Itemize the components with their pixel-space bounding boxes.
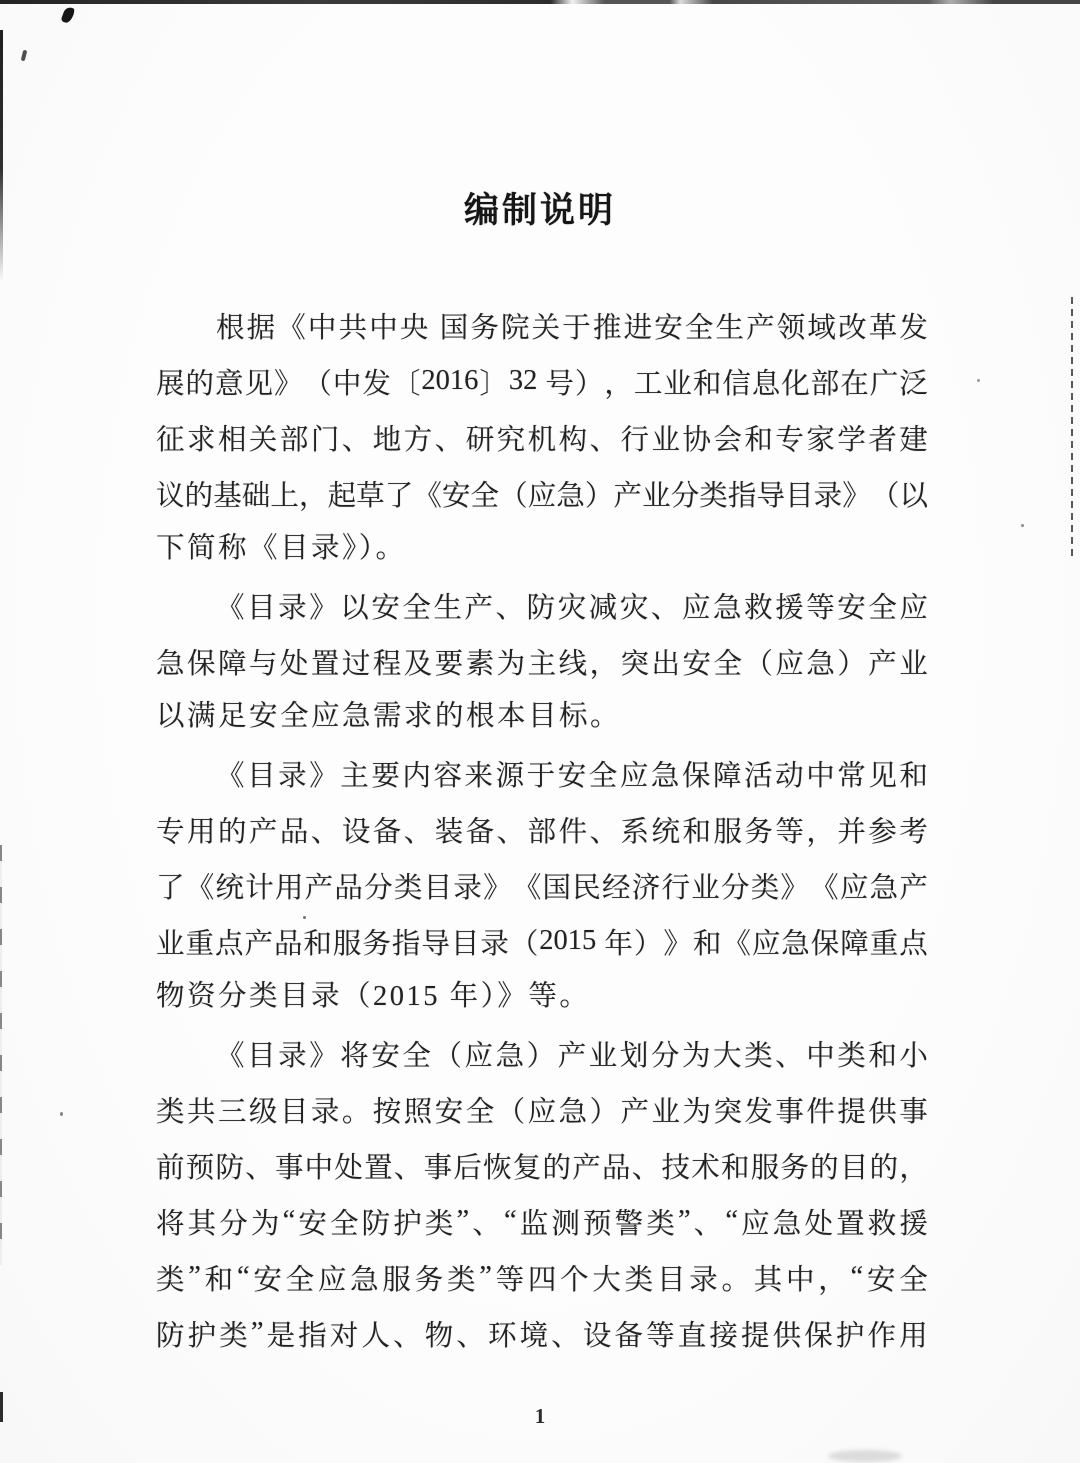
text-line: 《 目 录 》 主 要 内 容 来 源 于 安 全 应 急 保 障 活 动 中 常 见 和 — [216, 760, 928, 792]
paragraph — [156, 297, 928, 577]
scan-artifact-top-edge — [0, 0, 1080, 4]
paragraph — [156, 745, 928, 1025]
scan-artifact-speck — [1021, 524, 1024, 527]
text-line: 《 目 录 》 将 安 全 （ 应 急 ） 产 业 划 分 为 大 类 、 中 类 和 小 — [216, 1040, 928, 1072]
text-line: 急 保 障 与 处 置 过 程 及 要 素 为 主 线 ， 突 出 安 全 （ 应 急 ） 产 业 — [156, 648, 928, 680]
scan-artifact-left-edge — [0, 30, 3, 282]
text-line: 专 用 的 产 品 、 设 备 、 装 备 、 部 件 、 系 统 和 服 务 等 ， 并 参 考 — [156, 816, 928, 848]
text-line: 前 预 防 、 事 中 处 置 、 事 后 恢 复 的 产 品 、 技 术 和 服 务 的 目 的 ， — [156, 1152, 928, 1184]
scan-artifact-speck — [977, 379, 980, 382]
text-line: 类 ” 和 “ 安 全 应 急 服 务 类 ” 等 四 个 大 类 目 录 。 其 中 ， “ 安 全 — [156, 1261, 928, 1296]
scan-artifact-smudge — [828, 1450, 902, 1462]
text-line: 议 的 基 础 上 ， 起 草 了 《 安 全 （ 应 急 ） 产 业 分 类 指 导 目 录 》 （ 以 — [156, 480, 928, 512]
paragraph — [156, 577, 928, 745]
text-line: 征 求 相 关 部 门 、 地 方 、 研 究 机 构 、 行 业 协 会 和 专 家 学 者 建 — [156, 424, 928, 456]
scan-artifact-speck — [60, 1112, 63, 1116]
scan-artifact-ink-mark — [21, 50, 28, 62]
document-body — [156, 297, 928, 1361]
page-title: 编制说明 — [463, 191, 616, 230]
text-line: 《 目 录 》 以 安 全 生 产 、 防 灾 减 灾 、 应 急 救 援 等 安 全 应 — [216, 592, 928, 624]
scan-artifact-left-edge — [0, 845, 2, 1265]
text-line: 下简称《目录》）。 — [156, 533, 407, 564]
text-line: 防 护 类 ” 是 指 对 人 、 物 、 环 境 、 设 备 等 直 接 提 供 保 护 作 用 — [156, 1317, 928, 1352]
text-line: 物资分类目录（2015 年）》等。 — [156, 981, 591, 1012]
text-line: 以满足安全应急需求的根本目标。 — [156, 701, 622, 732]
text-line: 了 《 统 计 用 产 品 分 类 目 录 》 《 国 民 经 济 行 业 分 类 》 《 应 急 产 — [156, 872, 928, 904]
scan-artifact-ink-mark — [61, 6, 76, 24]
text-line: 将 其 分 为 “ 安 全 防 护 类 ” 、 “ 监 测 预 警 类 ” 、 “ 应 急 处 置 救 援 — [156, 1205, 928, 1240]
text-line: 展 的 意 见 》 （ 中 发 〔 2016 〕 32 号 ） ， 工 业 和 信 息 化 部 在 广 泛 — [156, 365, 928, 400]
page-number: 1 — [534, 1404, 546, 1428]
paragraph — [156, 1025, 928, 1361]
text-line: 根 据 《 中 共 中 央 国 务 院 关 于 推 进 安 全 生 产 领 域 改 革 发 — [216, 312, 928, 344]
text-line: 类 共 三 级 目 录 。 按 照 安 全 （ 应 急 ） 产 业 为 突 发 事 件 提 供 事 — [156, 1096, 928, 1128]
text-line: 业 重 点 产 品 和 服 务 指 导 目 录 （ 2015 年 ） 》 和 《 应 急 保 障 重 点 — [156, 925, 928, 960]
scan-artifact-right-edge — [1071, 297, 1073, 559]
